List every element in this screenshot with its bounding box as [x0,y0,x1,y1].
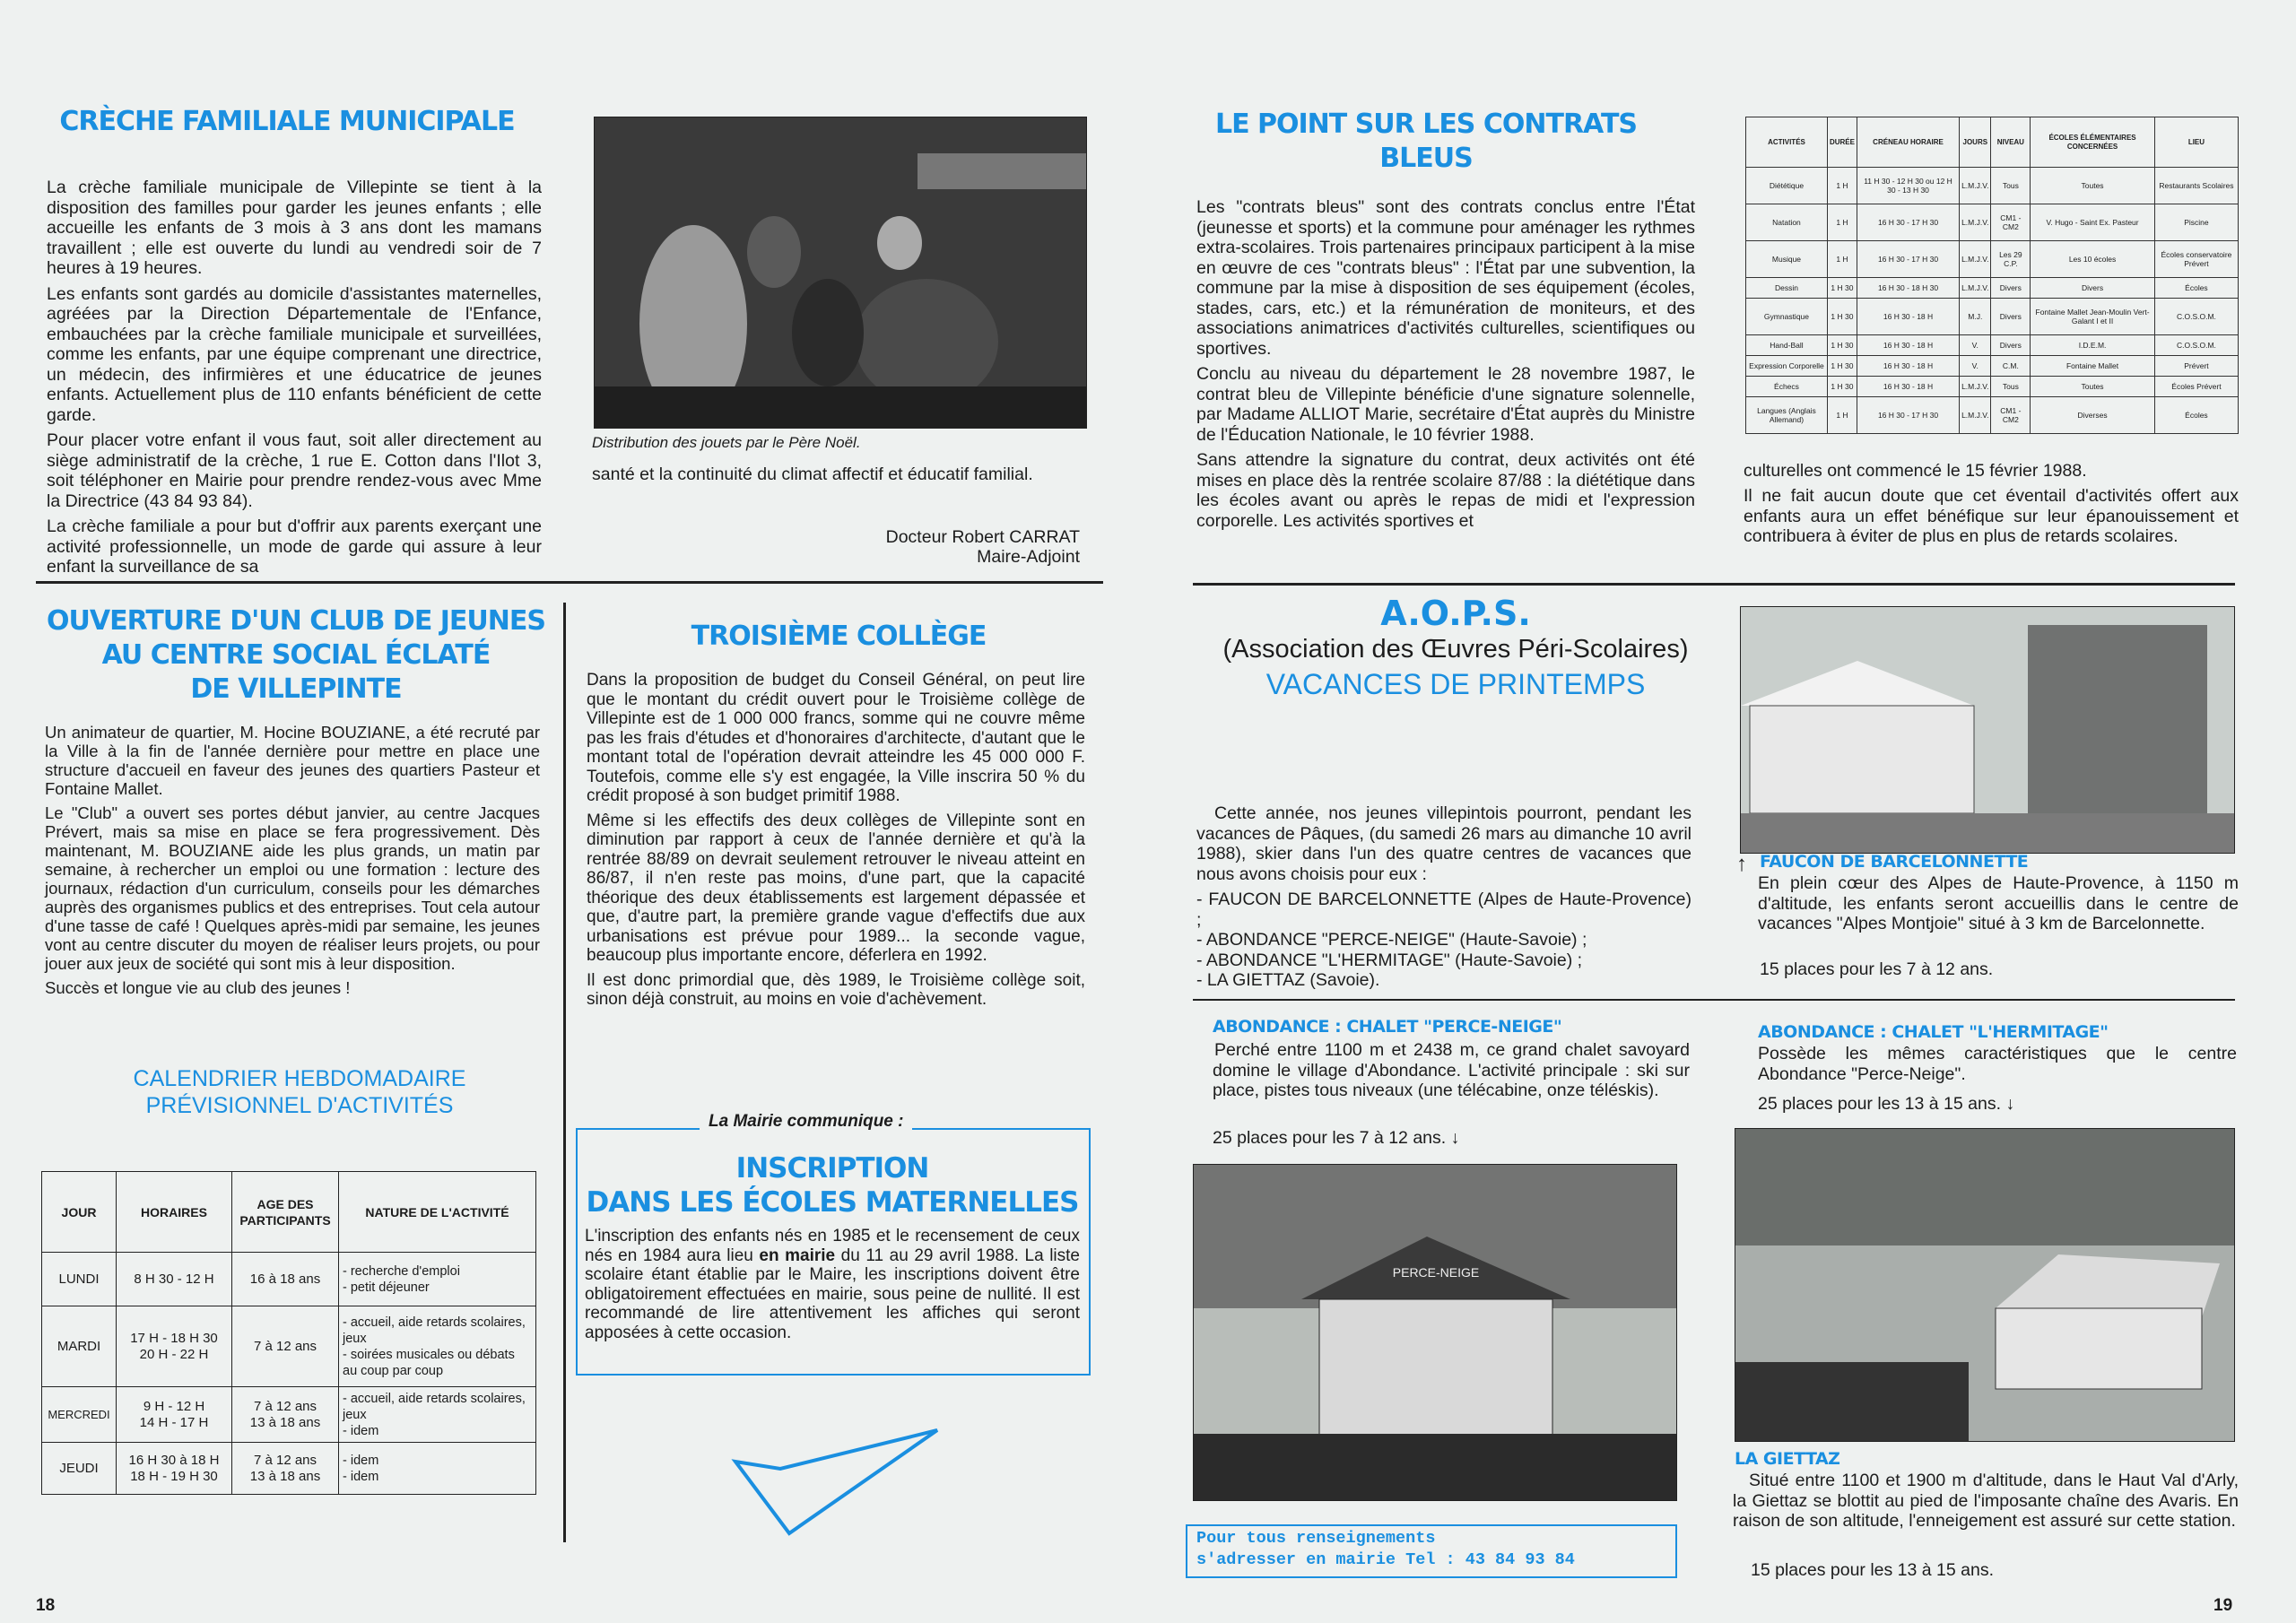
perce-places-text: 25 places pour les 7 à 12 ans. [1213,1128,1447,1148]
activities-cell: Langues (Anglais Allemand) [1746,397,1828,434]
activities-cell: 1 H [1827,168,1857,204]
hermitage-text: Possède les mêmes caractéristiques que le centre Abondance "Perce-Neige". [1758,1044,2237,1084]
calendar-title-line1: CALENDRIER HEBDOMADAIRE [133,1066,466,1091]
activities-cell: Musique [1746,240,1828,277]
activities-cell: Toutes [2031,168,2155,204]
activities-cell: L.M.J.V. [1960,397,1991,434]
perce-neige-photo [1193,1164,1677,1501]
activities-cell: 16 H 30 - 18 H 30 [1857,277,1959,298]
divider [36,581,1103,584]
hermitage-places-text: 25 places pour les 13 à 15 ans. [1758,1094,2002,1114]
creche-p5: santé et la continuité du climat affectif et éducatif familial. [592,464,1033,484]
activities-cell: L.M.J.V. [1960,376,1991,396]
activities-cell: 16 H 30 - 18 H [1857,298,1959,334]
giettaz-places: 15 places pour les 13 à 15 ans. [1751,1560,1995,1580]
activities-table [1745,117,2239,434]
contrats-p5: Il ne fait aucun doute que cet éventail d'activités offert aux enfants aura un effet bénéfique sur leur épanouissement et contribuera à éviter de plus en plus de retards scolaires. [1744,486,2239,546]
giettaz-text: Situé entre 1100 et 1900 m d'altitude, dans le Haut Val d'Arly, la Giettaz se blottit au pied de l'imposante chaîne des Avaris. En raison de son altitude, l'enneigement est assuré sur cette station. [1733,1471,2239,1531]
activities-cell: Écoles [2154,277,2238,298]
activities-cell: 1 H [1827,204,1857,240]
activities-cell: Prévert [2154,355,2238,376]
perce-places [1213,1128,1459,1149]
activities-cell: Divers [1991,277,2031,298]
calendar-cell: JEUDI [42,1443,117,1495]
activities-cell: L.M.J.V. [1960,204,1991,240]
calendar-cell: - idem - idem [339,1443,536,1495]
contrats-title-line1: LE POINT SUR LES CONTRATS [1214,108,1638,140]
college-p1: Dans la proposition de budget du Conseil Général, on peut lire que le montant du crédit ouvert pour le Troisième collège de Villepinte est de 1 000 000 francs, somme qui ne couvre même pas les frais d'études et d'honoraires d'architecte, d'autant que le montant total de l'opération devrait atteindre les 45 000 000 F. Toutefois, comme elle s'y est engagée, la Ville inscrira 50 % du crédit proposé à son budget primitif 1988. [587,671,1085,805]
aops-centre: - LA GIETTAZ (Savoie). [1196,970,1380,990]
creche-p3: Pour placer votre enfant il vous faut, soit aller directement au siège administratif de la crèche, 1 rue E. Cotton dans l'Ilot 3, soit téléphoner en Mairie pour prendre rendez-vous avec Mme la Directrice (43 84 93 84). [47,430,542,511]
faucon-photo [1740,606,2235,854]
activities-cell: CM1 - CM2 [1991,204,2031,240]
faucon-photo-illustration [1741,607,2234,853]
activities-cell: 1 H 30 [1827,298,1857,334]
calendar-row [42,1306,536,1387]
aops-intro-block [1196,803,1692,991]
activities-cell: 1 H [1827,397,1857,434]
calendar-header-row [42,1172,536,1253]
activities-header: ÉCOLES ÉLÉMENTAIRES CONCERNÉES [2031,117,2155,168]
activities-cell: 1 H 30 [1827,355,1857,376]
creche-p4: La crèche familiale a pour but d'offrir aux parents exerçant une activité professionnelle, un mode de garde qui assure à leur enfant la surveillance de sa [47,516,542,577]
mairie-body-a: L'inscription des enfants nés en 1985 et le recensement de ceux nés en 1984 aura lieu [585,1227,1080,1265]
faucon-text: En plein cœur des Alpes de Haute-Provence, à 1150 m d'altitude, les enfants seront accueillis dans le centre de vacances "Alpes Montjoie" situé à 3 km de Barcelonnette. [1758,873,2239,933]
creche-article [47,178,542,583]
activities-header-row [1746,117,2239,168]
activities-cell: L.M.J.V. [1960,277,1991,298]
creche-p1: La crèche familiale municipale de Villepinte se tient à la disposition des familles pour garder les jeunes enfants ; elle accueille les enfants de 3 mois à 3 ans dont les mamans travaillent ; elle est ouverte du lundi au vendredi soir de 7 heures à 19 heures. [47,178,542,278]
creche-p2: Les enfants sont gardés au domicile d'assistantes maternelles, agréées par la Direction Départementale de l'Enfance, embauchées par la crèche familiale municipale et surveillées, comme les enfants, par une équipe comprenant une directrice, un médecin, des infirmières et une éducatrice de jeunes enfants. Actuellement plus de 110 enfants bénéficient de cette garde. [47,283,542,425]
activities-cell: Les 10 écoles [2031,240,2155,277]
calendar-row [42,1253,536,1306]
santa-photo [594,117,1087,429]
activities-row [1746,204,2239,240]
calendar-cell: LUNDI [42,1253,117,1306]
mairie-body-b: du 11 au 29 avril 1988. La liste scolaire étant établie par le Maire, les inscriptions doivent être obligatoirement effectuées en mairie, sous peine de nullité. Il est recommandé de lire attentivement les affiches qui seront apposées à cette occasion. [585,1245,1080,1342]
faucon-title: FAUCON DE BARCELONNETTE [1760,852,2029,872]
activities-cell: Toutes [2031,376,2155,396]
calendar-title [39,1065,560,1119]
santa-photo-illustration [595,117,1086,428]
calendar-header: AGE DES PARTICIPANTS [232,1172,339,1253]
club-p2: Le "Club" a ouvert ses portes début janvier, au centre Jacques Prévert, mais sa mise en place se fera progressivement. Dès maintenant, M. BOUZIANE aide les plus grands, un matin par semaine, à rechercher un emploi ou une formation : lecture des journaux, rédaction d'un curriculum, conseils pour les démarches auprès des organismes publics et des entreprises. Tout cela autour d'une tasse de café ! Quelques après-midi par semaine, les jeunes vont au centre discuter du moyen de réaliser leurs projets, ou pour jouer aux jeux de société qui sont mis à leur disposition. [45,803,540,973]
activities-row [1746,376,2239,396]
signature [771,527,1080,567]
column-divider [563,603,566,1542]
activities-cell: Divers [1991,298,2031,334]
perce-title: ABONDANCE : CHALET "PERCE-NEIGE" [1213,1017,1562,1037]
calendar-cell: - accueil, aide retards scolaires, jeux - idem [339,1387,536,1443]
signature-role: Maire-Adjoint [977,547,1080,567]
chalet-sign: PERCE-NEIGE [1392,1265,1480,1280]
arrow-down-icon: ↓ [2005,1094,2015,1114]
club-p3: Succès et longue vie au club des jeunes ! [45,978,351,997]
activities-cell: Échecs [1746,376,1828,396]
hermitage-title: ABONDANCE : CHALET "L'HERMITAGE" [1758,1022,2109,1042]
activities-cell: Piscine [2154,204,2238,240]
calendar-row [42,1387,536,1443]
activities-cell: 16 H 30 - 17 H 30 [1857,397,1959,434]
activities-cell: I.D.E.M. [2031,334,2155,355]
club-title [36,604,556,707]
contact-line2: s'adresser en mairie Tel : 43 84 93 84 [1196,1550,1575,1569]
contrats-p3: Sans attendre la signature du contrat, deux activités ont été mises en place dès la rentrée scolaire 87/88 : la diététique dans les écoles avant ou après le repas de midi et l'expression corporelle. Les activités sportives et [1196,450,1695,531]
activities-cell: V. [1960,334,1991,355]
calendar-row [42,1443,536,1495]
activities-cell: Expression Corporelle [1746,355,1828,376]
giettaz-title: LA GIETTAZ [1735,1449,1840,1469]
activities-cell: V. Hugo - Saint Ex. Pasteur [2031,204,2155,240]
page-number-right: 19 [2213,1596,2233,1615]
activities-cell: Les 29 C.P. [1991,240,2031,277]
hermitage-photo-illustration [1735,1129,2234,1441]
contrats-p4: culturelles ont commencé le 15 février 1988. [1744,461,2087,481]
activities-cell: Écoles [2154,397,2238,434]
club-title-line3: DE VILLEPINTE [190,673,402,705]
activities-cell: 1 H 30 [1827,277,1857,298]
activities-cell: 1 H 30 [1827,376,1857,396]
photo-caption: Distribution des jouets par le Père Noël. [592,434,861,451]
calendar-cell: - accueil, aide retards scolaires, jeux - soirées musicales ou débats au coup par coup [339,1306,536,1387]
aops-subtitle: (Association des Œuvres Péri-Scolaires) [1222,635,1689,664]
aops-title2: VACANCES DE PRINTEMPS [1265,668,1646,700]
aops-title: A.O.P.S. [1380,594,1531,633]
activities-cell: 1 H [1827,240,1857,277]
arrow-up-icon: ↑ [1736,852,1747,876]
activities-cell: Tous [1991,168,2031,204]
calendar-cell: - recherche d'emploi - petit déjeuner [339,1253,536,1306]
activities-header: DURÉE [1827,117,1857,168]
calendar-header: HORAIRES [117,1172,232,1253]
aops-centre: - ABONDANCE "L'HERMITAGE" (Haute-Savoie) ; [1196,950,1583,970]
calendar-cell: 16 à 18 ans [232,1253,339,1306]
mairie-kicker: La Mairie communique : [700,1112,912,1132]
activities-cell: M.J. [1960,298,1991,334]
mairie-title [583,1151,1082,1219]
activities-row [1746,168,2239,204]
calendar-header: NATURE DE L'ACTIVITÉ [339,1172,536,1253]
activities-cell: Fontaine Mallet [2031,355,2155,376]
arrow-down-icon: ↓ [1450,1128,1460,1148]
club-p1: Un animateur de quartier, M. Hocine BOUZIANE, a été recruté par la Ville à la fin de l'année dernière pour mettre en place une structure d'accueil en faveur des jeunes des quartiers Pasteur et Fontaine Mallet. [45,723,540,798]
calendar-cell: 7 à 12 ans 13 à 18 ans [232,1443,339,1495]
activities-cell: Divers [1991,334,2031,355]
activities-cell: C.O.S.O.M. [2154,298,2238,334]
calendar-cell: MERCREDI [42,1387,117,1443]
activities-cell: Gymnastique [1746,298,1828,334]
calendar-cell: 16 H 30 à 18 H 18 H - 19 H 30 [117,1443,232,1495]
aops-centre: - ABONDANCE "PERCE-NEIGE" (Haute-Savoie) ; [1196,930,1587,950]
activities-row [1746,355,2239,376]
contrats-article [1196,197,1695,536]
activities-header: NIVEAU [1991,117,2031,168]
contact-text [1196,1528,1575,1571]
perce-text: Perché entre 1100 m et 2438 m, ce grand chalet savoyard domine le village d'Abondance. L'activité principale : ski sur place, pistes tous niveaux (une télécabine, onze téléskis). [1213,1040,1690,1100]
calendar-cell: 17 H - 18 H 30 20 H - 22 H [117,1306,232,1387]
activities-cell: Divers [2031,277,2155,298]
activities-cell: L.M.J.V. [1960,240,1991,277]
calendar-cell: MARDI [42,1306,117,1387]
activities-cell: 16 H 30 - 18 H [1857,376,1959,396]
hermitage-photo [1735,1128,2235,1442]
activities-cell: Écoles Prévert [2154,376,2238,396]
page-number-left: 18 [36,1596,56,1615]
divider [1193,583,2235,586]
activities-header: ACTIVITÉS [1746,117,1828,168]
activities-cell: C.O.S.O.M. [2154,334,2238,355]
divider [1193,999,2235,1001]
mairie-body [585,1227,1080,1342]
college-article [587,671,1085,1015]
college-title: TROISIÈME COLLÈGE [691,621,987,652]
calendar-table [41,1171,536,1495]
activities-cell: Dessin [1746,277,1828,298]
contrats-title-line2: BLEUS [1379,143,1473,174]
contrats-p2: Conclu au niveau du département le 28 novembre 1987, le contrat bleu de Villepinte bénéficie d'une signature solennelle, par Madame ALLIOT Marie, secrétaire d'État auprès du Ministre de l'Éducation Nationale, le 10 février 1988. [1196,364,1695,445]
activities-cell: 16 H 30 - 17 H 30 [1857,204,1959,240]
activities-cell: Hand-Ball [1746,334,1828,355]
mairie-title-line1: INSCRIPTION [735,1152,929,1185]
activities-row [1746,298,2239,334]
college-p2: Même si les effectifs des deux collèges de Villepinte sont en diminution par rapport à ceux de l'année dernière et qu'à la rentrée 88/89 on devrait seulement retrouver le niveau atteint en 86/87, il n'en reste pas moins, d'une part, que la capacité théorique des deux établissements est largement dépassée et que, d'autre part, la première grande vague d'effectifs due aux urbanisations est prévue pour 1989... la seconde vague, beaucoup plus importante encore, déferlera en 1992. [587,811,1085,965]
creche-title: CRÈCHE FAMILIALE MUNICIPALE [59,106,515,137]
club-title-line2: AU CENTRE SOCIAL ÉCLATÉ [101,639,491,671]
activities-header: CRÉNEAU HORAIRE [1857,117,1959,168]
contrats-p1: Les "contrats bleus" sont des contrats conclus entre l'État (jeunesse et sports) et la commune pour aménager les rythmes extra-scolaires. Trois partenaires principaux participent à la mise en œuvre de ces "contrats bleus" : l'État par une subvention, la commune par la mise à disposition de ses équipement (écoles, stades, cars, etc.) et la rémunération de moniteurs, et des associations animatrices d'activités culturelles, scientifiques ou sportives. [1196,197,1695,359]
activities-row [1746,277,2239,298]
activities-cell: Natation [1746,204,1828,240]
activities-cell: 16 H 30 - 18 H [1857,334,1959,355]
activities-row [1746,334,2239,355]
aops-centre: - FAUCON DE BARCELONNETTE (Alpes de Haute-Provence) ; [1196,890,1692,930]
activities-cell: CM1 - CM2 [1991,397,2031,434]
activities-cell: Diététique [1746,168,1828,204]
hermitage-places [1758,1094,2014,1115]
activities-cell: Écoles conservatoire Prévert [2154,240,2238,277]
contact-line1: Pour tous renseignements [1196,1529,1436,1548]
perce-neige-photo-illustration [1194,1165,1676,1500]
activities-cell: Diverses [2031,397,2155,434]
activities-cell: 11 H 30 - 12 H 30 ou 12 H 30 - 13 H 30 [1857,168,1959,204]
activities-cell: 1 H 30 [1827,334,1857,355]
calendar-header: JOUR [42,1172,117,1253]
club-article [45,723,540,1002]
activities-cell: V. [1960,355,1991,376]
activities-cell: C.M. [1991,355,2031,376]
activities-cell: Tous [1991,376,2031,396]
activities-header: LIEU [2154,117,2238,168]
contrats-title [1193,108,1659,176]
activities-row [1746,397,2239,434]
calendar-cell: 7 à 12 ans 13 à 18 ans [232,1387,339,1443]
activities-row [1746,240,2239,277]
calendar-cell: 7 à 12 ans [232,1306,339,1387]
calendar-cell: 9 H - 12 H 14 H - 17 H [117,1387,232,1443]
calendar-cell: 8 H 30 - 12 H [117,1253,232,1306]
club-title-line1: OUVERTURE D'UN CLUB DE JEUNES [47,605,545,637]
aops-intro: Cette année, nos jeunes villepintois pourront, pendant les vacances de Pâques, (du samedi 26 mars au dimanche 10 avril 1988), skier dans l'un des quatre centres de vacances que nous avons choisis pour eux : [1196,803,1692,884]
mairie-body-bold: en mairie [759,1245,836,1265]
signature-name: Docteur Robert CARRAT [885,527,1080,547]
activities-cell: Fontaine Mallet Jean-Moulin Vert-Galant I et II [2031,298,2155,334]
activities-cell: L.M.J.V. [1960,168,1991,204]
activities-cell: Restaurants Scolaires [2154,168,2238,204]
activities-cell: 16 H 30 - 17 H 30 [1857,240,1959,277]
faucon-places: 15 places pour les 7 à 12 ans. [1760,959,1994,979]
checkmark-icon [726,1426,942,1542]
activities-header: JOURS [1960,117,1991,168]
activities-cell: 16 H 30 - 18 H [1857,355,1959,376]
college-p3: Il est donc primordial que, dès 1989, le Troisième collège soit, sinon déjà construit, au moins en voie d'achèvement. [587,970,1085,1009]
mairie-title-line2: DANS LES ÉCOLES MATERNELLES [586,1186,1079,1219]
aops-header [1182,594,1729,701]
calendar-title-line2: PRÉVISIONNEL D'ACTIVITÉS [145,1093,454,1118]
